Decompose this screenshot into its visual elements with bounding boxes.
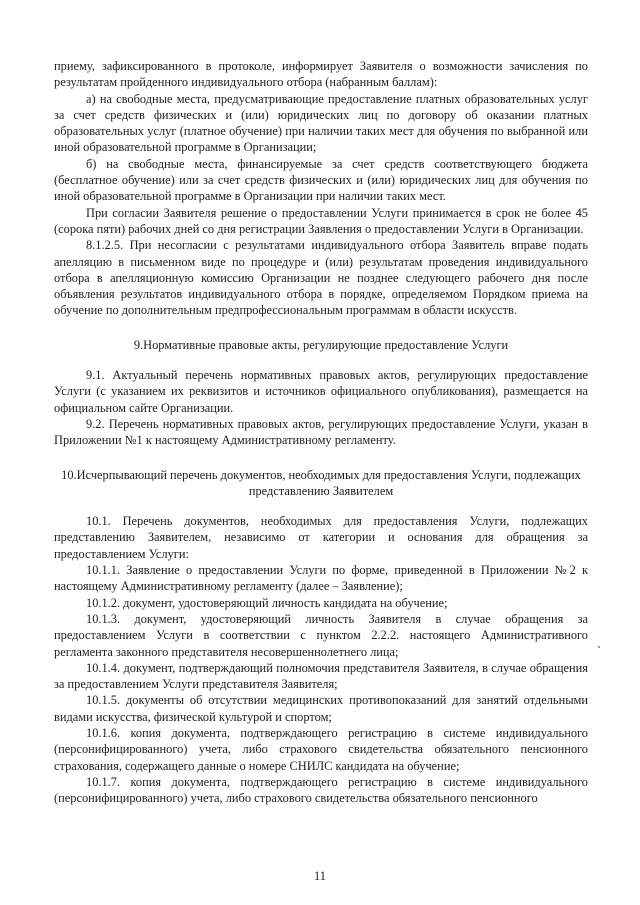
paragraph-9-1: 9.1. Актуальный перечень нормативных правовых актов, регулирующих предоставление Услуги (с указанием их реквизитов и источников официального опубликования), размещается на официальном сайте Организации.	[54, 368, 588, 415]
section-heading-10: 10.Исчерпывающий перечень документов, необходимых для предоставления Услуги, подлежащих представлению Заявителем	[61, 467, 581, 498]
page-number: 11	[314, 869, 326, 883]
paragraph-10-1: 10.1. Перечень документов, необходимых для предоставления Услуги, подлежащих представлению Заявителем, независимо от категории и основания для обращения за предоставлением Услуги:	[54, 514, 588, 561]
paragraph-10-1-4: 10.1.4. документ, подтверждающий полномочия представителя Заявителя, в случае обращения за предоставлением Услуги представителя Заявителя;	[54, 660, 588, 692]
paragraph-10-1-1: 10.1.1. Заявление о предоставлении Услуги по форме, приведенной в Приложении №2 к настоящему Административному регламенту (далее – Заявление);	[54, 563, 588, 594]
paragraph-10-1-6: 10.1.6. копия документа, подтверждающего регистрацию в системе индивидуального (персонифицированного) учета, либо страхового свидетельства обязательного пенсионного страхования, содержащего данные о номере СНИЛС кандидата на обучение;	[54, 725, 588, 773]
paragraph-10-1-2: 10.1.2. документ, удостоверяющий личность кандидата на обучение;	[86, 595, 448, 610]
paragraph-continuation: приему, зафиксированного в протоколе, информирует Заявителя о возможности зачисления по результатам пройденного индивидуального отбора (набранным баллам):	[54, 59, 588, 90]
paragraph-8-1-2-5: 8.1.2.5. При несогласии с результатами индивидуального отбора Заявитель вправе подать апелляцию в письменном виде по процедуре и (или) результатам проведения индивидуального отбора в апелляционную комиссию Организации не позднее следующего рабочего дня после объявления результатов индивидуального отбора в порядке, определяемом Порядком приема на обучение по дополнительным предпрофессиональным программам в области искусств.	[54, 238, 588, 318]
paragraph-10-1-7: 10.1.7. копия документа, подтверждающего регистрацию в системе индивидуального (персонифицированного) учета, либо страхового свидетельства обязательного пенсионного	[54, 774, 588, 806]
paragraph-option-b: б) на свободные места, финансируемые за счет средств соответствующего бюджета (бесплатное обучение) или за счет средств физических и (или) юридических лиц для обучения по иной образовательной программе в Организации при наличии таких мест.	[54, 156, 588, 204]
paragraph-9-2: 9.2. Перечень нормативных правовых актов, регулирующих предоставление Услуги, указан в Приложении №1 к настоящему Административному регламенту.	[54, 416, 588, 448]
scan-speck	[598, 646, 600, 648]
section-heading-9: 9.Нормативные правовые акты, регулирующие предоставление Услуги	[133, 337, 509, 352]
paragraph-option-a: а) на свободные места, предусматривающие предоставление платных образовательных услуг за счет средств физических и (или) юридических лиц по договору об оказании платных образовательных услуг (платное обучение) при наличии таких мест для обучения по выбранной или иной образовательной программе в Организации;	[54, 91, 588, 155]
paragraph-consent: При согласии Заявителя решение о предоставлении Услуги принимается в срок не более 45 (сорока пяти) рабочих дней со дня регистрации Заявления о предоставлении Услуги в Организации.	[54, 205, 588, 236]
paragraph-10-1-3: 10.1.3. документ, удостоверяющий личность Заявителя в случае обращения за предоставлением Услуги в соответствии с пунктом 2.2.2. настоящего Административного регламента законного представителя несовершеннолетнего лица;	[54, 611, 588, 659]
paragraph-10-1-5: 10.1.5. документы об отсутствии медицинских противопоказаний для занятий отдельными видами искусства, физической культурой и спортом;	[54, 693, 588, 724]
